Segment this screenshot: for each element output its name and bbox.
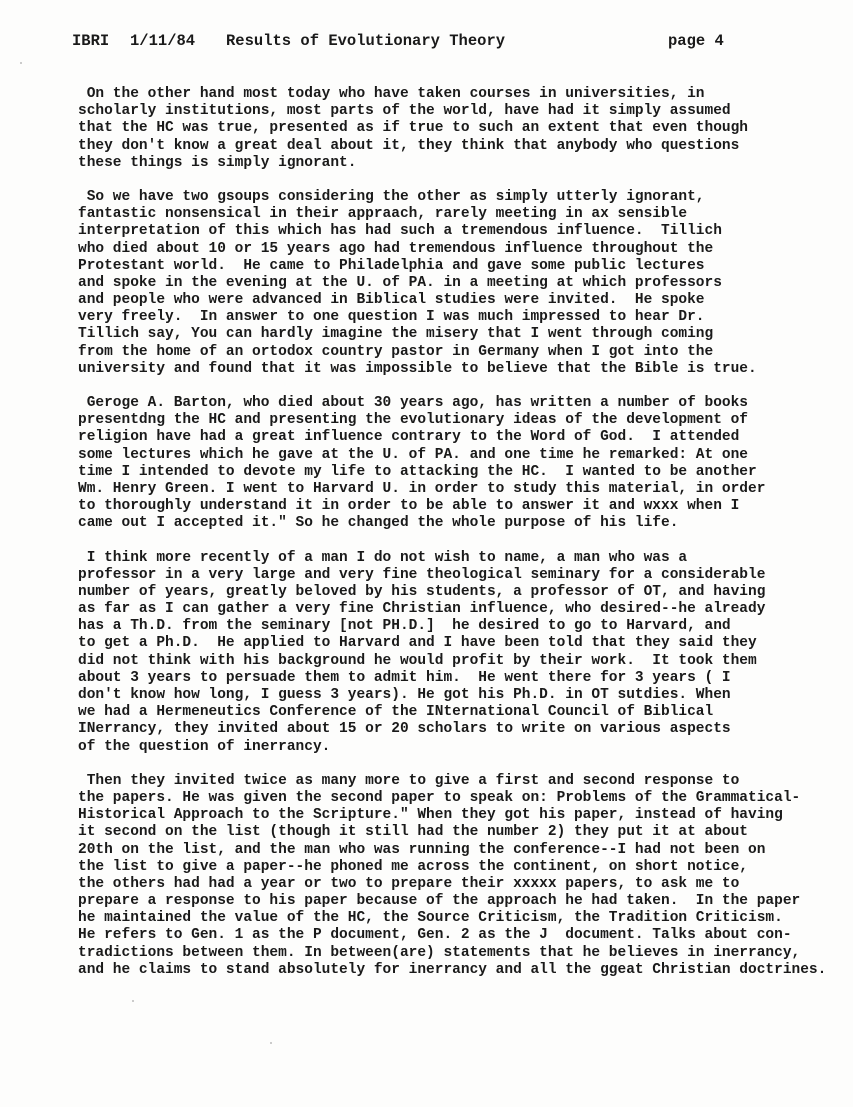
text-line: presentdng the HC and presenting the evolutionary ideas of the development of: [78, 412, 749, 429]
paragraph: [78, 189, 838, 378]
header-date: 1/11/84: [130, 32, 196, 50]
text-line: I think more recently of a man I do not wish to name, a man who was a: [78, 549, 688, 566]
text-line: the others had had a year or two to prepare their xxxxx papers, to ask me to: [78, 875, 740, 892]
text-line: the papers. He was given the second paper to speak on: Problems of the Grammatical-: [78, 789, 801, 806]
text-line: came out I accepted it." So he changed the whole purpose of his life.: [78, 515, 679, 532]
header-org: IBRI: [72, 32, 110, 50]
scan-speck: [20, 62, 22, 64]
text-line: to thoroughly understand it in order to be able to answer it and wxxx when I: [78, 498, 740, 515]
text-line: as far as I can gather a very fine Christian influence, who desired--he already: [78, 601, 766, 618]
text-line: Historical Approach to the Scripture." When they got his paper, instead of having: [78, 807, 783, 824]
text-line: Geroge A. Barton, who died about 30 years ago, has written a number of books: [78, 395, 749, 411]
paragraph: [78, 550, 838, 756]
text-line: interpretation of this which has had such a tremendous influence. Tillich: [78, 223, 722, 240]
text-line: did not think with his background he would profit by their work. It took them: [78, 652, 757, 669]
page-header: [72, 32, 772, 52]
text-line: number of years, greatly beloved by his students, a professor of OT, and having: [78, 583, 766, 600]
text-line: and people who were advanced in Biblical studies were invited. He spoke: [78, 292, 705, 309]
text-line: he maintained the value of the HC, the Source Criticism, the Tradition Criticism.: [78, 910, 783, 927]
text-line: to get a Ph.D. He applied to Harvard and I have been told that they said they: [78, 635, 757, 652]
text-line: INerrancy, they invited about 15 or 20 scholars to write on various aspects: [78, 721, 731, 738]
text-line: time I intended to devote my life to attacking the HC. I wanted to be another: [78, 463, 757, 480]
text-line: the list to give a paper--he phoned me across the continent, on short notice,: [78, 858, 749, 875]
text-line: they don't know a great deal about it, they think that anybody who questions: [78, 137, 740, 154]
text-line: and he claims to stand absolutely for inerrancy and all the ggeat Christian doctrines.: [78, 961, 827, 978]
text-line: He refers to Gen. 1 as the P document, Gen. 2 as the J document. Talks about con-: [78, 927, 792, 944]
scan-speck: [132, 1000, 134, 1002]
text-line: fantastic nonsensical in their appraach, rarely meeting in ax sensible: [78, 206, 688, 223]
text-line: very freely. In answer to one question I was much impressed to hear Dr.: [78, 309, 705, 326]
text-line: university and found that it was impossible to believe that the Bible is true.: [78, 360, 757, 377]
text-line: professor in a very large and very fine theological seminary for a considerable: [78, 566, 766, 583]
text-line: Tillich say, You can hardly imagine the misery that I went through coming: [78, 326, 714, 343]
text-line: don't know how long, I guess 3 years). He got his Ph.D. in OT sutdies. When: [78, 687, 731, 703]
paragraph: [78, 86, 838, 172]
text-line: it second on the list (though it still had the number 2) they put it at about: [78, 824, 749, 841]
text-line: these things is simply ignorant.: [78, 154, 357, 171]
text-line: about 3 years to persuade them to admit him. He went there for 3 years ( I: [78, 669, 731, 686]
text-line: 20th on the list, and the man who was running the conference--I had not been on: [78, 841, 766, 858]
text-line: tradictions between them. In between(are) statements that he believes in inerrancy,: [78, 944, 801, 961]
paragraph: [78, 773, 838, 979]
header-page-number: page 4: [668, 32, 724, 50]
text-line: Wm. Henry Green. I went to Harvard U. in order to study this material, in order: [78, 480, 766, 497]
text-line: that the HC was true, presented as if true to such an extent that even though: [78, 120, 749, 137]
text-line: from the home of an ortodox country pastor in Germany when I got into the: [78, 343, 714, 360]
text-line: On the other hand most today who have taken courses in universities, in: [78, 86, 705, 102]
text-line: some lectures which he gave at the U. of PA. and one time he remarked: At one: [78, 446, 749, 463]
text-line: So we have two gsoups considering the other as simply utterly ignorant,: [78, 188, 705, 205]
text-line: we had a Hermeneutics Conference of the INternational Council of Biblical: [78, 704, 714, 721]
text-line: religion have had a great influence contrary to the Word of God. I attended: [78, 429, 740, 446]
scan-speck: [270, 1042, 272, 1044]
text-line: scholarly institutions, most parts of the world, have had it simply assumed: [78, 103, 731, 120]
text-line: who died about 10 or 15 years ago had tremendous influence throughout the: [78, 240, 714, 257]
text-line: has a Th.D. from the seminary [not PH.D.] he desired to go to Harvard, and: [78, 618, 731, 635]
paragraph: [78, 395, 838, 533]
document-body: [78, 86, 838, 996]
text-line: Protestant world. He came to Philadelphia and gave some public lectures: [78, 257, 705, 274]
header-title: Results of Evolutionary Theory: [226, 32, 506, 50]
text-line: of the question of inerrancy.: [78, 738, 331, 755]
text-line: Then they invited twice as many more to give a first and second response to: [78, 772, 740, 789]
text-line: prepare a response to his paper because of the approach he had taken. In the paper: [78, 893, 801, 910]
text-line: and spoke in the evening at the U. of PA. in a meeting at which professors: [78, 274, 722, 291]
